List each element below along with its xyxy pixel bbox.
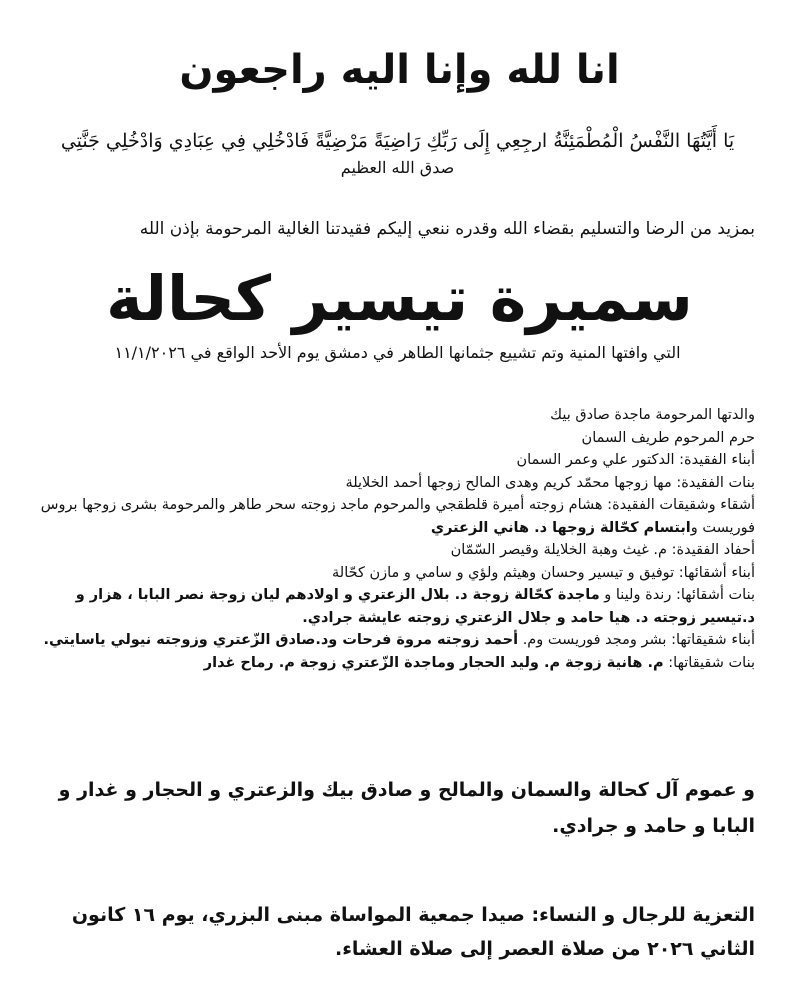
family-list (40, 404, 755, 674)
funeral-info: التي وافتها المنية وتم تشييع جثمانها الطاهر في دمشق يوم الأحد الواقع في ١١/١/٢٠٢٦ (114, 343, 681, 362)
family-daughters: بنات الفقيدة: مها زوجها محمّد كريم وهدى المالح زوجها أحمد الخلايلة (345, 474, 755, 491)
verse-closing: صدق الله العظيم (340, 157, 455, 177)
brothers-daughters-bold-text: ماجدة كحّالة زوجة د. بلال الزعتري و اولادهم ليان زوجة نصر البابا ، هزار و د.تيسير زوجته د. هيا حامد و جلال الزعتري زوجته عايشة جرادي. (75, 587, 755, 626)
condolences-text: التعزية للرجال و النساء: صيدا جمعية المواساة مبنى البزري، يوم ١٦ كانون الثاني ٢٠٢٦ من صلاة العصر إلى صلاة العشاء. (71, 904, 755, 960)
family-sisters-daughters (40, 652, 755, 675)
verse-text: يَا أَيَّتُهَا النَّفْسُ الْمُطْمَئِنَّةُ ارجِعِي إِلَى رَبِّكِ رَاضِيَةً مَرْضِيَّةً فَادْخُلِي فِي عِبَادِي وَادْخُلِي جَنَّتِي (60, 130, 735, 152)
family-grandchildren: أحفاد الفقيدة: م. غيث وهبة الخلايلة وقيصر السّمّان (450, 542, 755, 558)
deceased-name: سميرة تيسير كحالة (106, 262, 693, 335)
family-sons: أبناء الفقيدة: الدكتور علي وعمر السمان (516, 452, 755, 468)
sisters-daughters-bold-text: م. هانية زوجة م. وليد الحجار وماجدة الزّعتري زوجة م. رماح غدار (203, 654, 664, 671)
family-siblings (40, 494, 755, 539)
clans-text: و عموم آل كحالة والسمان والمالح و صادق بيك والزعتري و الحجار و غدار و البابا و حامد و جرادي. (58, 779, 755, 837)
family-brothers-daughters (40, 584, 755, 629)
family-brothers-sons: أبناء أشقائها: توفيق و تيسير وحسان وهيثم ولؤي و سامي و مازن كحّالة (332, 564, 755, 581)
quran-verse (40, 128, 755, 179)
headline-calligraphy: انا لله وإنا اليه راجعون (179, 47, 620, 93)
family-mother: والدتها المرحومة ماجدة صادق بيك (550, 407, 755, 423)
siblings-bold-text: ابتسام كحّالة زوجها د. هاني الزعتري (430, 519, 691, 536)
sisters-sons-bold-text: أحمد زوجته مروة فرحات ود.صادق الزّعتري وزوجته نيولي ياسايتي. (43, 632, 519, 648)
family-husband: حرم المرحوم طريف السمان (581, 429, 755, 446)
brothers-daughters-text: بنات أشقائها: رندة ولينا و (599, 587, 755, 603)
sisters-daughters-text: بنات شقيقاتها: (663, 654, 755, 671)
intro-text: بمزيد من الرضا والتسليم بقضاء الله وقدره ننعي إليكم فقيدتنا الغالية المرحومة بإذن الله (139, 219, 755, 239)
sisters-sons-text: أبناء شقيقاتها: بشر ومجد فوريست وم. (518, 632, 755, 648)
family-sisters-sons (40, 629, 755, 652)
siblings-text: أشقاء وشقيقات الفقيدة: هشام زوجته أميرة قلطقجي والمرحوم ماجد زوجته سحر طاهر والمرحومة بشرى زوجها بروس فوريست و (40, 497, 755, 536)
